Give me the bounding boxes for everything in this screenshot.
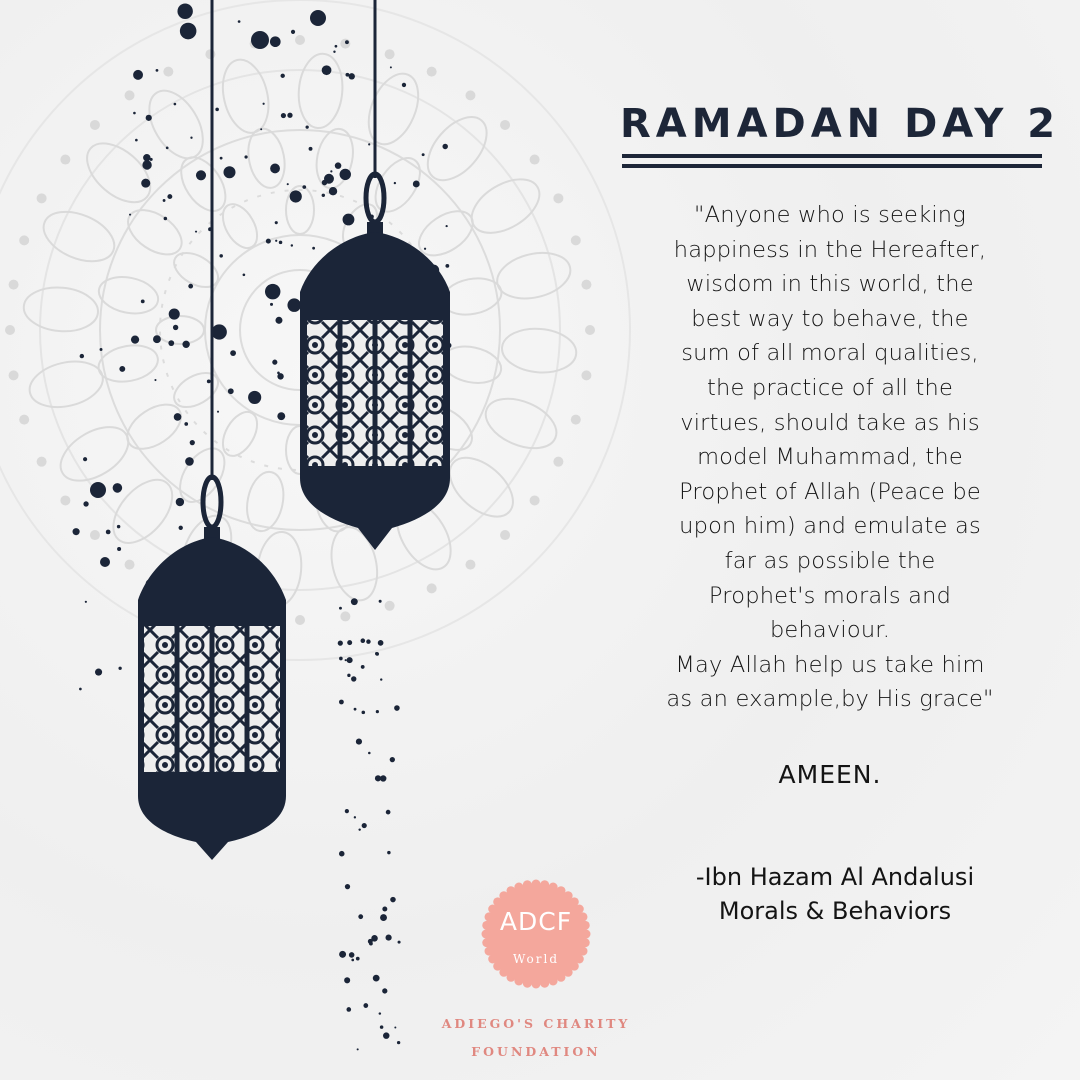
org-name-line1: ADIEGO'S CHARITY xyxy=(441,1016,631,1031)
attribution-author: -Ibn Hazam Al Andalusi xyxy=(695,863,975,891)
quote-line: wisdom in this world, the xyxy=(686,271,974,298)
quote-line: behaviour. xyxy=(769,617,891,644)
quote-line: far as possible the xyxy=(724,547,936,574)
quote-line: Prophet of Allah (Peace be xyxy=(679,478,981,505)
org-name-line2: FOUNDATION xyxy=(471,1044,601,1059)
closing-text: AMEEN. xyxy=(778,760,882,789)
quote-line: "Anyone who is seeking xyxy=(694,202,966,228)
logo-text: ADCF xyxy=(499,907,573,936)
attribution xyxy=(640,860,1030,928)
hanging-lantern-icon xyxy=(138,0,286,860)
title-underline-top xyxy=(622,154,1042,158)
quote-line: best way to behave, the xyxy=(691,305,969,332)
title-underline-bottom xyxy=(622,164,1042,168)
quote-line: May Allah help us take him xyxy=(675,651,985,678)
quote-line: virtues, should take as his xyxy=(680,409,980,436)
quote-line: happiness in the Hereafter, xyxy=(673,236,987,263)
quote-line: as an example,by His grace" xyxy=(666,686,994,713)
quote-line: the practice of all the xyxy=(706,374,953,401)
quote-line: sum of all moral qualities, xyxy=(681,340,979,367)
post-title: RAMADAN DAY 2 xyxy=(620,101,1061,147)
attribution-work: Morals & Behaviors xyxy=(718,897,952,925)
quote-block xyxy=(640,198,1020,717)
logo-subtext: World xyxy=(513,952,559,966)
quote-line: upon him) and emulate as xyxy=(679,513,981,540)
quote-line: model Muhammad, the xyxy=(697,444,963,471)
quote-line: Prophet's morals and xyxy=(708,582,952,609)
hanging-lantern-icon xyxy=(300,0,450,550)
